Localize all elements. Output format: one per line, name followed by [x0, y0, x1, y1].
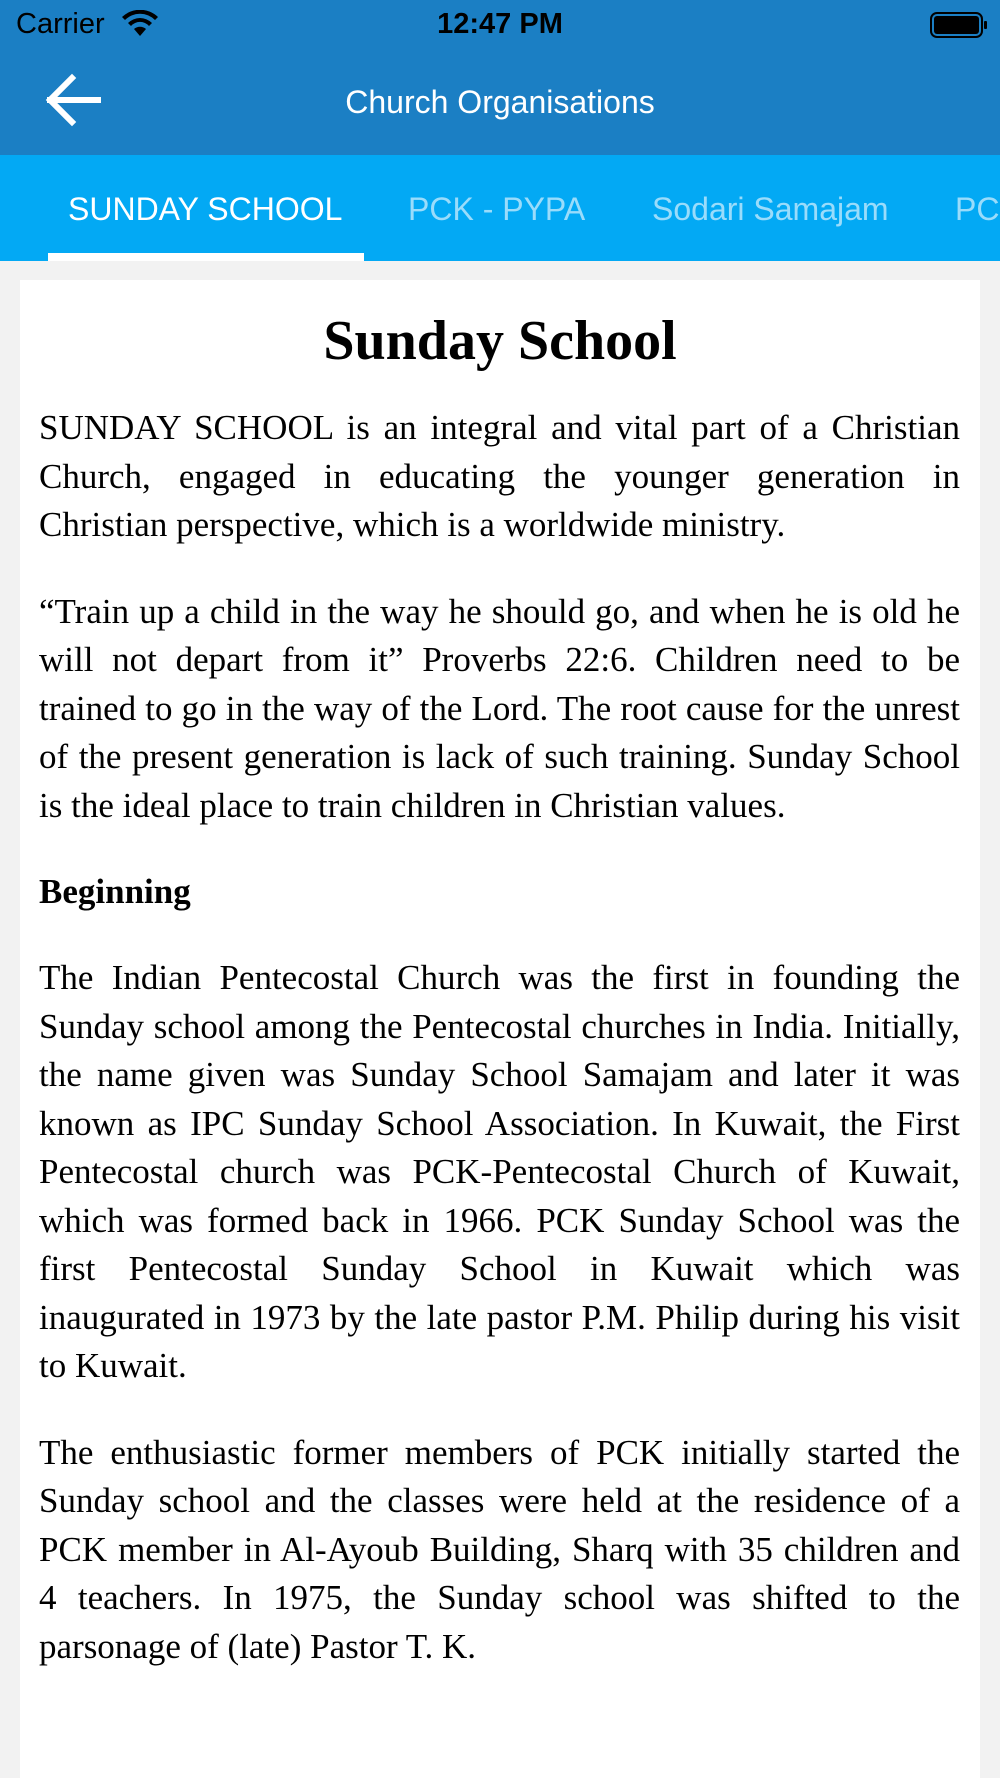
- content-card: [20, 280, 980, 1778]
- status-time: 12:47 PM: [437, 8, 563, 40]
- status-bar: [0, 0, 1000, 50]
- tab-pck-pypa[interactable]: PCK - PYPA: [408, 191, 586, 227]
- tab-sunday-school[interactable]: SUNDAY SCHOOL: [68, 191, 343, 227]
- active-tab-indicator: [48, 253, 364, 261]
- page-title: Church Organisations: [345, 84, 655, 120]
- carrier-label: Carrier: [16, 8, 105, 40]
- paragraph-early-members: The enthusiastic former members of PCK initially started the Sunday school and the classes were held at the residence of a PCK member in Al-Ayoub Building, Sharq with 35 children and 4 teachers. In 1975, the Sunday school was shifted to the parsonage of (late) Pastor T. K.: [39, 1432, 960, 1666]
- navigation-bar: [0, 50, 1000, 155]
- paragraph-history: The Indian Pentecostal Church was the first in founding the Sunday school among the Pentecostal churches in India. Initially, the name given was Sunday School Samajam and later it was known as IPC Sunday School Association. In Kuwait, the First Pentecostal church was PCK-Pentecostal Church of Kuwait, which was formed back in 1966. PCK Sunday School was the first Pentecostal Sunday School in Kuwait which was inaugurated in 1973 by the late pastor P.M. Philip during his visit to Kuwait.: [39, 958, 960, 1385]
- tab-sodari-samajam[interactable]: Sodari Samajam: [652, 191, 889, 227]
- tab-pc[interactable]: PC: [955, 191, 1000, 227]
- battery-icon: [930, 12, 988, 38]
- content-title: Sunday School: [323, 310, 677, 372]
- paragraph-proverbs: “Train up a child in the way he should go, and when he is old he will not depart from it” Proverbs 22:6. Children need to be trained to go in the way of the Lord. The root cause for the unrest of the present generation is lack of such training. Sunday School is the ideal place to train children in Christian values.: [39, 591, 960, 825]
- tab-bar: [0, 155, 1000, 261]
- section-heading-beginning: Beginning: [39, 872, 191, 911]
- paragraph-intro: SUNDAY SCHOOL is an integral and vital part of a Christian Church, engaged in educating the younger generation in Christian perspective, which is a worldwide ministry.: [39, 408, 960, 544]
